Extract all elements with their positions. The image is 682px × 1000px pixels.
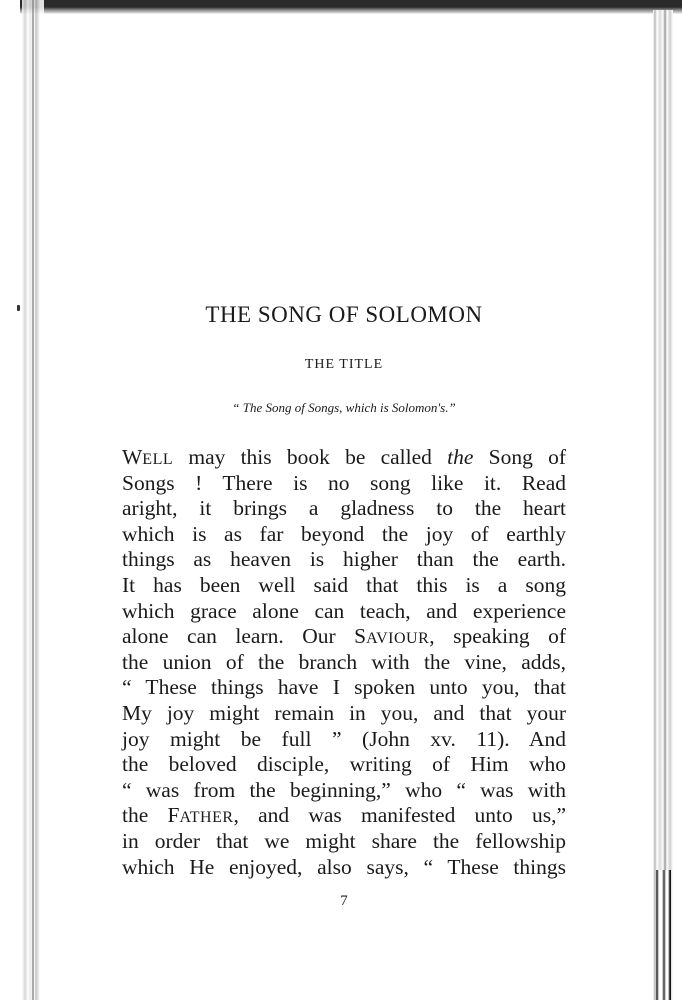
text-line — [122, 624, 566, 650]
text-run: things as heaven is higher than the earth. — [122, 547, 566, 572]
text-line — [122, 496, 566, 522]
text-run: the beloved disciple, writing of Him who — [122, 752, 566, 777]
text-line — [122, 599, 566, 625]
scan-top-edge — [20, 0, 682, 14]
text-run: alone can learn. Our — [122, 624, 355, 649]
text-run: S — [354, 624, 367, 649]
text-line — [122, 829, 566, 855]
text-line — [122, 471, 566, 497]
text-line — [122, 547, 566, 573]
scan-right-edge-dark — [655, 870, 671, 1000]
text-line — [122, 573, 566, 599]
text-run: may this book be called — [173, 445, 448, 469]
page-title: THE SONG OF SOLOMON — [205, 302, 483, 327]
text-line — [122, 445, 566, 471]
text-run: aright, it brings a gladness to the heart — [122, 496, 566, 521]
text-run: which grace alone can teach, and experience — [122, 598, 566, 623]
text-run: ATHER — [179, 809, 234, 827]
text-run: the — [122, 803, 168, 828]
text-run: the — [447, 445, 474, 469]
text-run: It has been well said that this is a song — [122, 572, 566, 597]
scan-speck — [17, 305, 20, 311]
text-run: My joy might remain in you, and that your — [122, 700, 566, 725]
scan-right-edge — [653, 10, 673, 1000]
section-title: THE TITLE — [304, 357, 384, 372]
text-line — [122, 727, 566, 753]
text-run: “ These things have I spoken unto you, that — [122, 675, 566, 700]
epigraph-quote: “ The Song of Songs, which is Solomon's.” — [232, 400, 456, 415]
text-run: which is as far beyond the joy of earthly — [122, 521, 566, 546]
text-run: F — [167, 803, 180, 828]
text-run: , speaking of — [429, 624, 566, 649]
text-line — [122, 752, 566, 778]
text-run: ELL — [142, 451, 174, 468]
text-line — [122, 701, 566, 727]
text-line — [122, 803, 566, 829]
text-line — [122, 650, 566, 676]
scan-left-gutter-line — [32, 0, 34, 1000]
text-run: Songs ! There is no song like it. Read — [122, 470, 566, 495]
text-run: the union of the branch with the vine, adds, — [122, 649, 566, 674]
text-run: , and was manifested unto us,” — [233, 803, 566, 828]
page-number: 7 — [340, 893, 348, 909]
text-line — [122, 675, 566, 701]
body-paragraph — [122, 445, 566, 880]
text-line — [122, 855, 566, 881]
text-run: Song of — [473, 445, 566, 469]
text-run: “ was from the beginning,” who “ was with — [122, 777, 566, 802]
text-run: joy might be full ” (John xv. 11). And — [122, 726, 566, 751]
text-run: which He enjoyed, also says, “ These things — [122, 854, 566, 879]
text-line — [122, 522, 566, 548]
text-run: W — [122, 445, 143, 469]
text-run: AVIOUR — [366, 630, 430, 648]
text-line — [122, 778, 566, 804]
text-run: in order that we might share the fellowship — [122, 828, 566, 853]
